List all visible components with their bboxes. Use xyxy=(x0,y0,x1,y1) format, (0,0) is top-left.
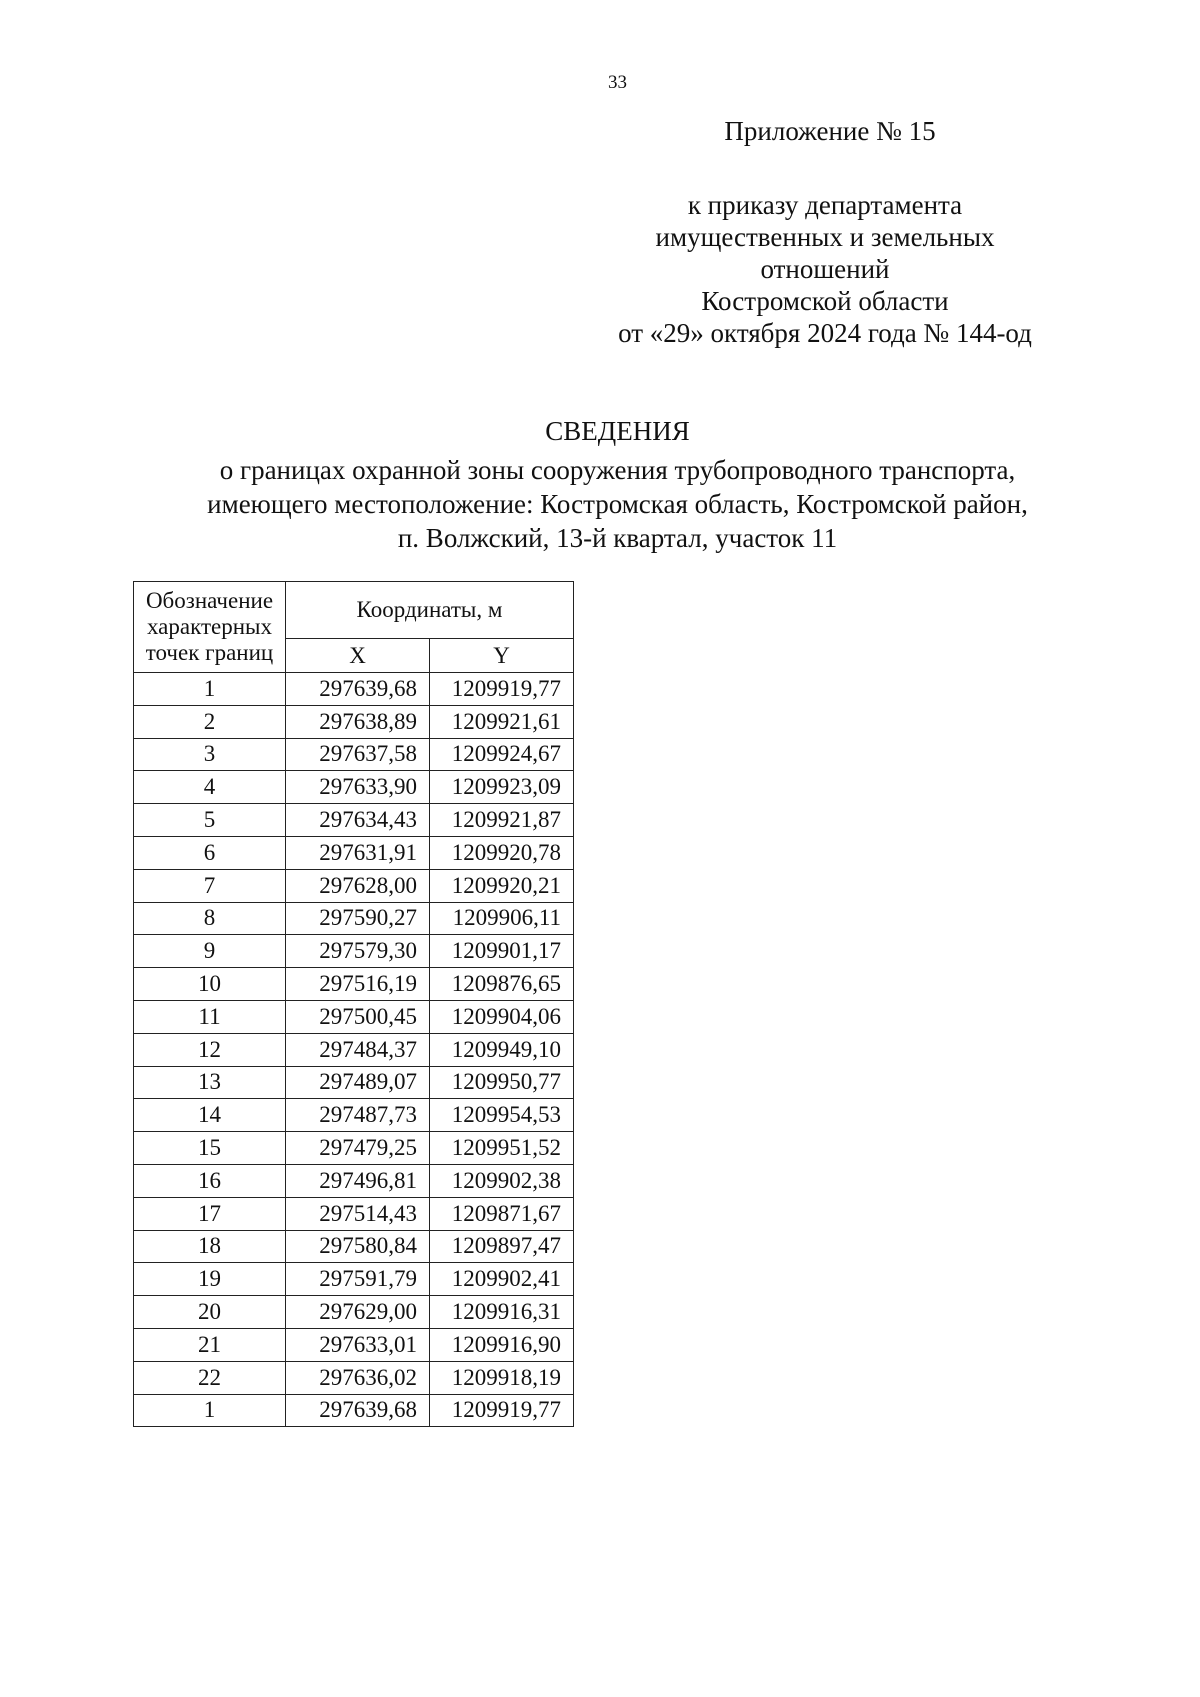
point-cell: 13 xyxy=(134,1066,286,1099)
table-row xyxy=(134,935,574,968)
point-cell: 7 xyxy=(134,869,286,902)
table-row xyxy=(134,1033,574,1066)
point-cell: 5 xyxy=(134,804,286,837)
y-cell: 1209919,77 xyxy=(430,673,574,706)
point-cell: 22 xyxy=(134,1361,286,1394)
order-line: имущественных и земельных xyxy=(655,222,995,252)
y-column-header: Y xyxy=(430,639,574,673)
point-cell: 1 xyxy=(134,1394,286,1427)
table-row xyxy=(134,1263,574,1296)
point-cell: 19 xyxy=(134,1263,286,1296)
table-row xyxy=(134,1000,574,1033)
table-row xyxy=(134,869,574,902)
point-cell: 17 xyxy=(134,1197,286,1230)
point-designation-header xyxy=(134,582,286,673)
subtitle-line: о границах охранной зоны сооружения трубопроводного транспорта, xyxy=(219,455,1016,485)
table-row xyxy=(134,1394,574,1427)
point-cell: 6 xyxy=(134,836,286,869)
table-body xyxy=(134,673,574,1427)
y-cell: 1209876,65 xyxy=(430,968,574,1001)
header-line: точек границ xyxy=(145,640,274,665)
page-number: 33 xyxy=(608,72,627,93)
x-cell: 297487,73 xyxy=(286,1099,430,1132)
y-cell: 1209919,77 xyxy=(430,1394,574,1427)
y-cell: 1209906,11 xyxy=(430,902,574,935)
y-cell: 1209920,21 xyxy=(430,869,574,902)
x-cell: 297579,30 xyxy=(286,935,430,968)
x-cell: 297639,68 xyxy=(286,673,430,706)
table-row xyxy=(134,1230,574,1263)
point-cell: 18 xyxy=(134,1230,286,1263)
x-cell: 297639,68 xyxy=(286,1394,430,1427)
appendix-title: Приложение № 15 xyxy=(724,116,936,146)
y-cell: 1209950,77 xyxy=(430,1066,574,1099)
y-cell: 1209916,90 xyxy=(430,1328,574,1361)
table-row xyxy=(134,1197,574,1230)
x-cell: 297500,45 xyxy=(286,1000,430,1033)
table-header xyxy=(134,582,574,673)
y-cell: 1209916,31 xyxy=(430,1296,574,1329)
x-cell: 297489,07 xyxy=(286,1066,430,1099)
point-cell: 9 xyxy=(134,935,286,968)
order-line: отношений xyxy=(760,254,890,284)
document-title: СВЕДЕНИЯ xyxy=(545,416,690,446)
y-cell: 1209904,06 xyxy=(430,1000,574,1033)
table-row xyxy=(134,771,574,804)
table-row xyxy=(134,673,574,706)
point-cell: 1 xyxy=(134,673,286,706)
point-cell: 16 xyxy=(134,1164,286,1197)
y-cell: 1209918,19 xyxy=(430,1361,574,1394)
x-cell: 297638,89 xyxy=(286,705,430,738)
point-cell: 4 xyxy=(134,771,286,804)
y-cell: 1209951,52 xyxy=(430,1132,574,1165)
table-row xyxy=(134,738,574,771)
y-cell: 1209901,17 xyxy=(430,935,574,968)
coordinates-header: Координаты, м xyxy=(286,582,574,639)
y-cell: 1209897,47 xyxy=(430,1230,574,1263)
point-cell: 14 xyxy=(134,1099,286,1132)
header-line: Обозначение xyxy=(145,588,274,613)
y-cell: 1209949,10 xyxy=(430,1033,574,1066)
x-cell: 297629,00 xyxy=(286,1296,430,1329)
y-cell: 1209902,41 xyxy=(430,1263,574,1296)
x-cell: 297628,00 xyxy=(286,869,430,902)
order-reference xyxy=(600,189,1050,349)
table-row xyxy=(134,902,574,935)
y-cell: 1209954,53 xyxy=(430,1099,574,1132)
table-row xyxy=(134,968,574,1001)
y-cell: 1209902,38 xyxy=(430,1164,574,1197)
point-cell: 11 xyxy=(134,1000,286,1033)
header-line: характерных xyxy=(146,614,272,639)
x-column-header: X xyxy=(286,639,430,673)
x-cell: 297633,01 xyxy=(286,1328,430,1361)
point-cell: 2 xyxy=(134,705,286,738)
x-cell: 297631,91 xyxy=(286,836,430,869)
table-row xyxy=(134,1132,574,1165)
x-cell: 297637,58 xyxy=(286,738,430,771)
y-cell: 1209920,78 xyxy=(430,836,574,869)
x-cell: 297516,19 xyxy=(286,968,430,1001)
table-row xyxy=(134,1328,574,1361)
point-cell: 21 xyxy=(134,1328,286,1361)
table-row xyxy=(134,1296,574,1329)
table-row xyxy=(134,1099,574,1132)
point-cell: 3 xyxy=(134,738,286,771)
y-cell: 1209921,87 xyxy=(430,804,574,837)
point-cell: 10 xyxy=(134,968,286,1001)
y-cell: 1209923,09 xyxy=(430,771,574,804)
point-cell: 8 xyxy=(134,902,286,935)
table-row xyxy=(134,1164,574,1197)
coordinates-table xyxy=(133,581,574,1427)
table-row xyxy=(134,804,574,837)
table-row xyxy=(134,836,574,869)
point-cell: 15 xyxy=(134,1132,286,1165)
x-cell: 297580,84 xyxy=(286,1230,430,1263)
x-cell: 297636,02 xyxy=(286,1361,430,1394)
y-cell: 1209921,61 xyxy=(430,705,574,738)
point-cell: 12 xyxy=(134,1033,286,1066)
order-line: от «29» октября 2024 года № 144-од xyxy=(618,318,1032,348)
table-row xyxy=(134,1066,574,1099)
point-cell: 20 xyxy=(134,1296,286,1329)
x-cell: 297591,79 xyxy=(286,1263,430,1296)
x-cell: 297514,43 xyxy=(286,1197,430,1230)
x-cell: 297590,27 xyxy=(286,902,430,935)
subtitle-line: п. Волжский, 13-й квартал, участок 11 xyxy=(397,523,838,553)
table-row xyxy=(134,1361,574,1394)
order-line: Костромской области xyxy=(701,286,949,316)
x-cell: 297479,25 xyxy=(286,1132,430,1165)
table-row xyxy=(134,705,574,738)
x-cell: 297634,43 xyxy=(286,804,430,837)
y-cell: 1209871,67 xyxy=(430,1197,574,1230)
subtitle-line: имеющего местоположение: Костромская область, Костромской район, xyxy=(207,489,1028,519)
x-cell: 297496,81 xyxy=(286,1164,430,1197)
order-line: к приказу департамента xyxy=(687,190,963,220)
document-subtitle xyxy=(0,453,1200,555)
y-cell: 1209924,67 xyxy=(430,738,574,771)
x-cell: 297484,37 xyxy=(286,1033,430,1066)
x-cell: 297633,90 xyxy=(286,771,430,804)
